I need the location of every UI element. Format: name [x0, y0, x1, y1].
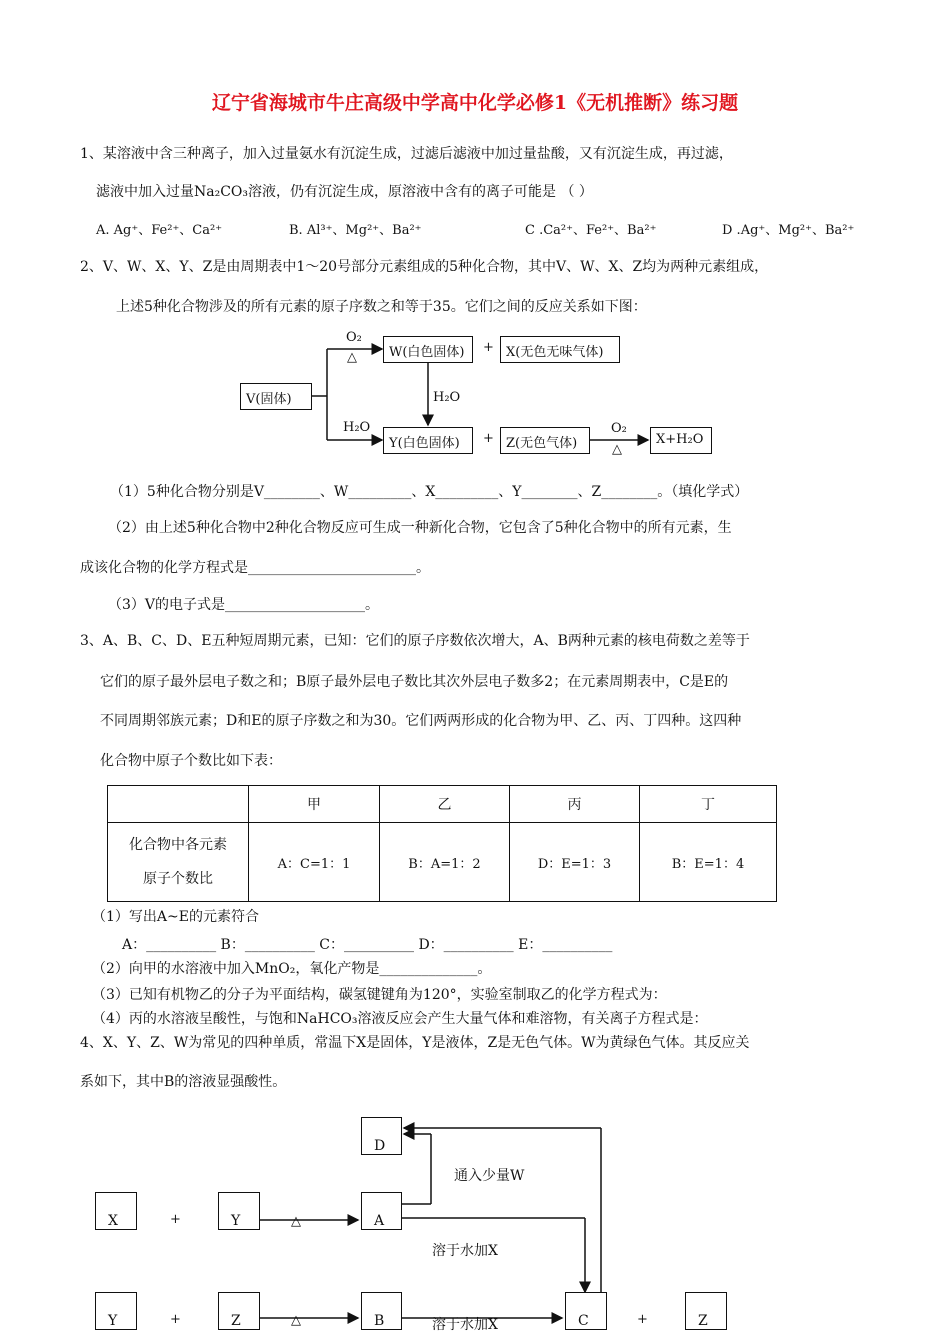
box-c-label: C — [578, 1313, 589, 1329]
q3-sub1-blanks: A：__________ B：__________ C：__________ D：__________ E：__________ — [122, 937, 613, 953]
box-y4-top-label: Y — [231, 1213, 241, 1229]
box-y4-bottom-label: Y — [108, 1313, 118, 1329]
q3-sub3: （3）已知有机物乙的分子为平面结构，碳氢键键角为120°，实验室制取乙的化学方程式为： — [92, 987, 667, 1003]
ratio-table — [107, 785, 777, 902]
box-a-label: A — [374, 1213, 385, 1229]
q4-line1: 4、X、Y、Z、W为常见的四种单质，常温下X是固体，Y是液体，Z是无色气体。W为黄绿色气体。其反应关 — [80, 1035, 750, 1051]
box-z4-left — [218, 1292, 260, 1330]
q1-option-d: D .Ag⁺、Mg²⁺、Ba²⁺ — [722, 223, 855, 238]
box-v — [240, 383, 312, 410]
box-z4-left-label: Z — [231, 1313, 241, 1329]
box-product — [650, 427, 712, 454]
label-heat-right: △ — [612, 442, 622, 457]
box-c — [565, 1292, 607, 1330]
table-cell: B：E=1：4 — [640, 823, 777, 902]
q1-option-b: B. Al³⁺、Mg²⁺、Ba²⁺ — [289, 223, 422, 238]
table-header-cell — [108, 786, 249, 823]
table-header-cell: 乙 — [380, 786, 510, 823]
q2-sub3: （3）V的电子式是____________________。 — [108, 597, 380, 613]
box-x — [500, 336, 620, 363]
box-x4 — [95, 1192, 137, 1230]
q4-label-pass-w: 通入少量W — [454, 1168, 525, 1184]
q3-line2: 它们的原子最外层电子数之和；B原子最外层电子数比其次外层电子数多2；在元素周期表中，C是E的 — [100, 674, 729, 690]
box-b-label: B — [374, 1313, 385, 1329]
box-w-label: W(白色固体) — [389, 345, 465, 360]
table-header-cell: 丁 — [640, 786, 777, 823]
label-h2o-low: H₂O — [343, 420, 371, 435]
q2-line2: 上述5种化合物涉及的所有元素的原子序数之和等于35。它们之间的反应关系如下图： — [116, 299, 647, 315]
q1-line2: 滤液中加入过量Na₂CO₃溶液，仍有沉淀生成，原溶液中含有的离子可能是 （ ） — [96, 184, 593, 200]
label-h2o-mid: H₂O — [433, 390, 461, 405]
plus-2: + — [483, 431, 494, 446]
box-w — [383, 336, 473, 363]
box-d — [361, 1117, 402, 1155]
q4-heat-1: △ — [291, 1214, 301, 1229]
q3-sub2: （2）向甲的水溶液中加入MnO₂，氧化产物是______________。 — [92, 961, 492, 977]
table-cell: D：E=1：3 — [510, 823, 640, 902]
q3-sub4: （4）丙的水溶液呈酸性，与饱和NaHCO₃溶液反应会产生大量气体和难溶物，有关离子方程式是： — [92, 1011, 708, 1027]
label-o2-top: O₂ — [346, 330, 362, 345]
q4-plus-1: + — [170, 1212, 181, 1227]
box-z4-right-label: Z — [698, 1313, 708, 1329]
box-y — [383, 427, 473, 454]
box-v-label: V(固体) — [246, 392, 292, 407]
plus-1: + — [483, 340, 494, 355]
box-a — [361, 1192, 402, 1230]
q3-line1: 3、A、B、C、D、E五种短周期元素，已知：它们的原子序数依次增大，A、B两种元素的核电荷数之差等于 — [80, 633, 750, 649]
q4-plus-3: + — [637, 1312, 648, 1327]
box-x4-label: X — [108, 1213, 118, 1229]
box-z4-right — [685, 1292, 727, 1330]
q2-line1: 2、V、W、X、Y、Z是由周期表中1～20号部分元素组成的5种化合物，其中V、W、X、Z均为两种元素组成， — [80, 259, 769, 275]
row-label-line1: 化合物中各元素 — [129, 837, 227, 853]
q3-sub1: （1）写出A~E的元素符合 — [92, 909, 259, 925]
q4-line2: 系如下，其中B的溶液显强酸性。 — [80, 1074, 287, 1090]
box-z — [500, 427, 590, 454]
q1-option-c: C .Ca²⁺、Fe²⁺、Ba²⁺ — [525, 223, 657, 238]
q2-sub2-line1: （2）由上述5种化合物中2种化合物反应可生成一种新化合物，它包含了5种化合物中的所有元素，生 — [108, 520, 732, 536]
q4-plus-2: + — [170, 1312, 181, 1327]
box-y4-top — [218, 1192, 260, 1230]
box-x-label: X(无色无味气体) — [506, 345, 604, 360]
table-header-cell: 丙 — [510, 786, 640, 823]
box-y4-bottom — [95, 1292, 137, 1330]
table-header-row — [108, 786, 777, 823]
q3-line4: 化合物中原子个数比如下表： — [100, 753, 282, 769]
box-b — [361, 1292, 402, 1330]
table-header-cell: 甲 — [249, 786, 380, 823]
page-title: 辽宁省海城市牛庄高级中学高中化学必修1《无机推断》练习题 — [211, 92, 739, 114]
box-y-label: Y(白色固体) — [389, 436, 460, 451]
q4-heat-2: △ — [291, 1313, 301, 1328]
label-heat-top: △ — [347, 350, 357, 365]
q1-option-a: A. Ag⁺、Fe²⁺、Ca²⁺ — [96, 223, 223, 238]
box-product-label: X+H₂O — [656, 432, 704, 447]
box-z-label: Z(无色气体) — [506, 436, 578, 451]
table-row-label — [108, 823, 249, 902]
box-d-label: D — [374, 1138, 386, 1154]
q3-line3: 不同周期邻族元素；D和E的原子序数之和为30。它们两两形成的化合物为甲、乙、丙、丁四种。这四种 — [100, 713, 742, 729]
row-label-line2: 原子个数比 — [143, 871, 213, 887]
q4-label-dissolve-1: 溶于水加X — [432, 1243, 498, 1259]
label-o2-right: O₂ — [611, 421, 627, 436]
table-cell: B：A=1：2 — [380, 823, 510, 902]
q2-sub1: （1）5种化合物分别是V________、W_________、X_________、Y________、Z________。（填化学式） — [110, 484, 749, 500]
q1-line1: 1、某溶液中含三种离子，加入过量氨水有沉淀生成，过滤后滤液中加过量盐酸，又有沉淀生成，再过滤， — [80, 146, 733, 162]
table-row — [108, 823, 777, 902]
q2-sub2-line2: 成该化合物的化学方程式是________________________。 — [80, 560, 430, 576]
q4-label-dissolve-2: 溶于水加X — [432, 1317, 498, 1333]
table-cell: A：C=1：1 — [249, 823, 380, 902]
